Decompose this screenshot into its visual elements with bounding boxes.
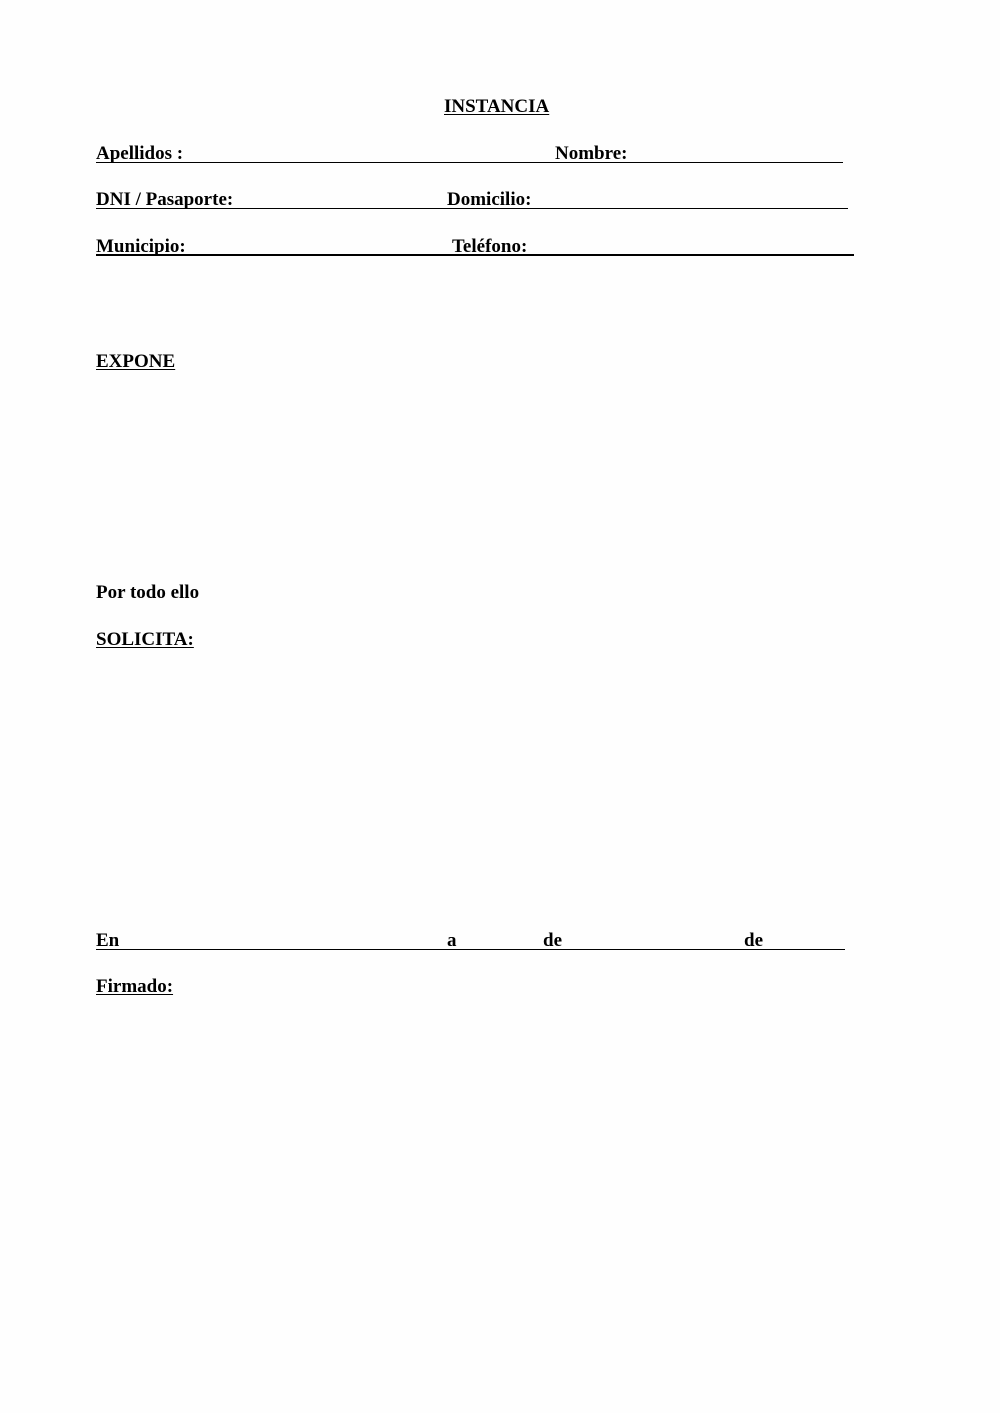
de-label-1: de bbox=[543, 930, 562, 951]
place-date-line[interactable] bbox=[96, 949, 845, 950]
apellidos-nombre-line[interactable] bbox=[96, 162, 843, 163]
municipio-label: Municipio: bbox=[96, 236, 186, 257]
por-todo-ello-text: Por todo ello bbox=[96, 582, 200, 603]
a-label: a bbox=[447, 930, 457, 951]
firmado-label: Firmado: bbox=[96, 976, 174, 997]
domicilio-label: Domicilio: bbox=[447, 189, 532, 210]
expone-heading: EXPONE bbox=[96, 351, 176, 372]
nombre-label: Nombre: bbox=[555, 143, 628, 164]
dni-pasaporte-label: DNI / Pasaporte: bbox=[96, 189, 234, 210]
de-label-2: de bbox=[744, 930, 763, 951]
document-title: INSTANCIA bbox=[444, 96, 550, 117]
solicita-heading: SOLICITA: bbox=[96, 629, 194, 650]
en-label: En bbox=[96, 930, 120, 951]
telefono-label: Teléfono: bbox=[452, 236, 528, 257]
apellidos-label: Apellidos : bbox=[96, 143, 184, 164]
